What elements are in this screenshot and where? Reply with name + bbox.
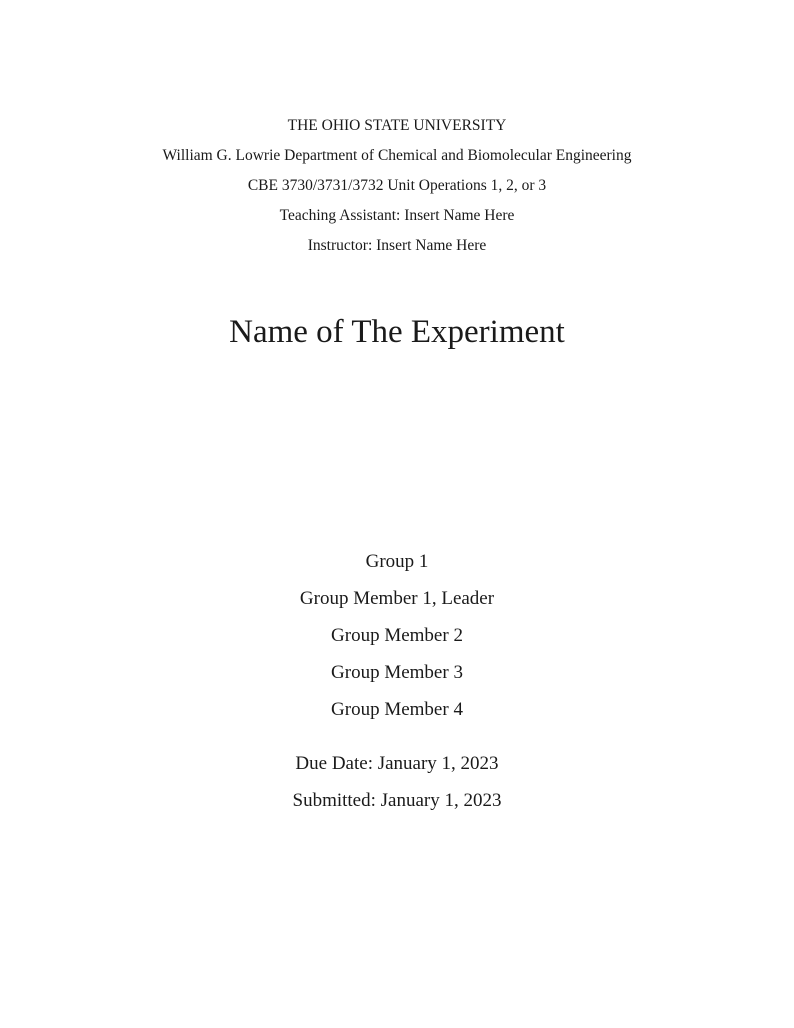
course-name: CBE 3730/3731/3732 Unit Operations 1, 2, or 3 (247, 177, 547, 194)
group-member-1: Group Member 1, Leader (299, 588, 495, 609)
department-name: William G. Lowrie Department of Chemical and Biomolecular Engineering (162, 147, 632, 164)
group-member-4: Group Member 4 (331, 699, 463, 720)
university-name: THE OHIO STATE UNIVERSITY (287, 117, 507, 134)
instructor: Instructor: Insert Name Here (307, 237, 487, 254)
due-date: Due Date: January 1, 2023 (295, 753, 499, 774)
submitted-date: Submitted: January 1, 2023 (292, 790, 502, 811)
teaching-assistant: Teaching Assistant: Insert Name Here (279, 207, 515, 224)
group-member-3: Group Member 3 (331, 662, 463, 683)
group-name: Group 1 (365, 551, 429, 572)
experiment-title: Name of The Experiment (229, 314, 565, 350)
group-member-2: Group Member 2 (331, 625, 463, 646)
